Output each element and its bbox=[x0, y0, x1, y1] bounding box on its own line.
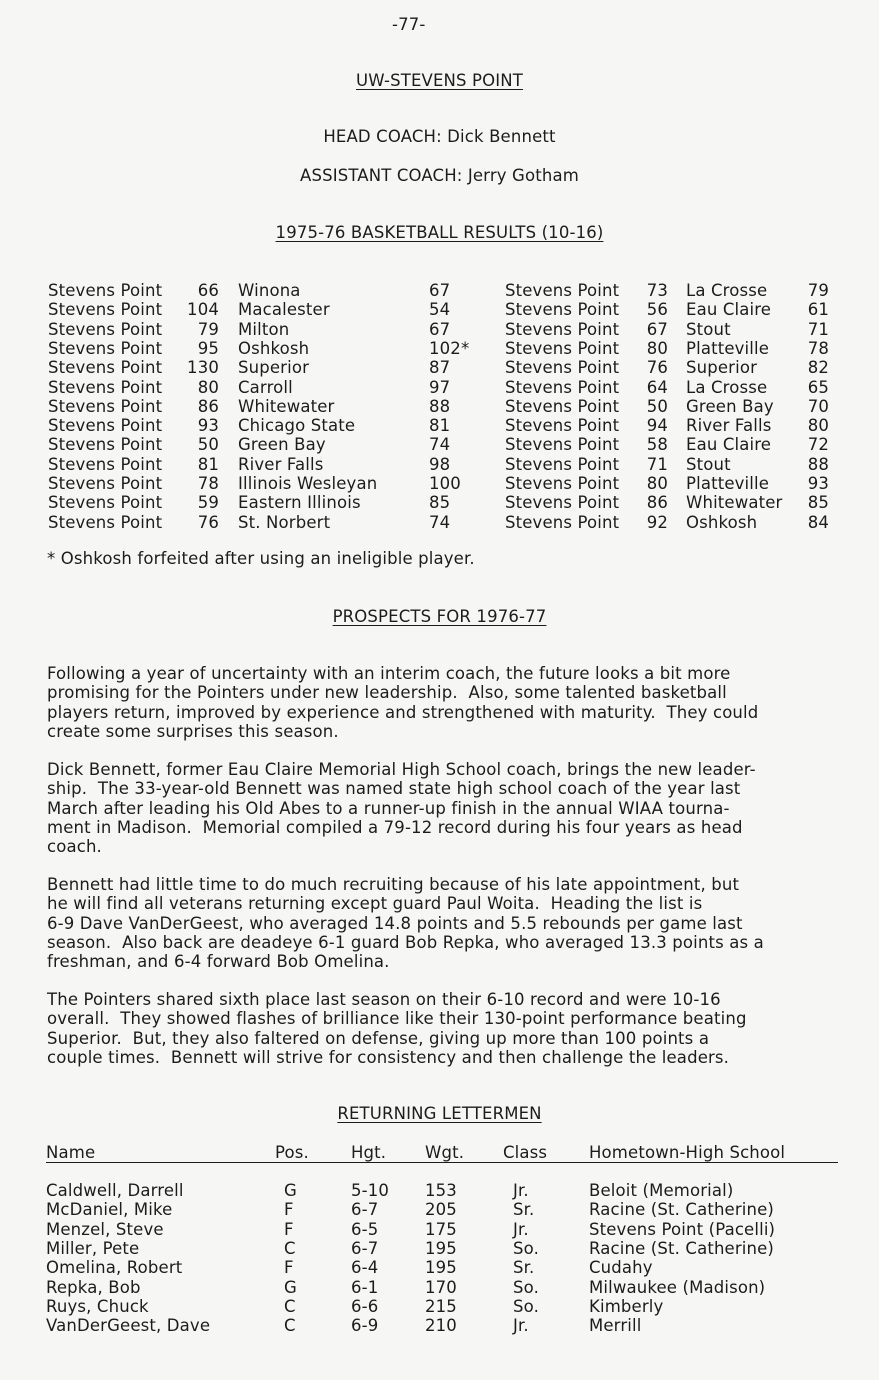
paragraph-line: couple times. Bennett will strive for consistency and then challenge the leaders. bbox=[47, 1047, 730, 1067]
team-score: 50 bbox=[646, 396, 668, 416]
player-name: McDaniel, Mike bbox=[46, 1200, 173, 1220]
team-score: 50 bbox=[197, 435, 219, 455]
team-name: Stevens Point bbox=[48, 377, 163, 397]
team-score: 78 bbox=[197, 474, 219, 493]
team-score: 73 bbox=[646, 281, 668, 300]
team-name: Stevens Point bbox=[48, 396, 163, 416]
opponent-name: River Falls bbox=[238, 454, 324, 474]
result-row bbox=[0, 320, 879, 339]
team-name: Stevens Point bbox=[48, 300, 163, 320]
player-class: So. bbox=[513, 1277, 539, 1297]
opponent-name: St. Norbert bbox=[238, 512, 331, 532]
team-name: Stevens Point bbox=[505, 474, 620, 493]
opponent-score: 61 bbox=[807, 300, 829, 320]
letterman-row bbox=[0, 1239, 879, 1258]
paragraph-line: 6-9 Dave VanDerGeest, who averaged 14.8 points and 5.5 rebounds per game last bbox=[47, 913, 743, 933]
results-title: 1975-76 BASKETBALL RESULTS (10-16) bbox=[275, 223, 604, 242]
opponent-score: 84 bbox=[807, 512, 829, 532]
team-name: Stevens Point bbox=[48, 281, 163, 300]
team-name: Stevens Point bbox=[505, 416, 620, 436]
team-score: 59 bbox=[197, 493, 219, 513]
opponent-name: Chicago State bbox=[238, 416, 356, 436]
paragraph-3 bbox=[47, 875, 847, 971]
player-position: G bbox=[284, 1277, 297, 1297]
player-weight: 215 bbox=[425, 1296, 457, 1316]
team-name: Stevens Point bbox=[505, 338, 620, 358]
team-score: 76 bbox=[197, 512, 219, 532]
opponent-score: 67 bbox=[429, 319, 451, 339]
team-score: 79 bbox=[197, 319, 219, 339]
paragraph-line: coach. bbox=[47, 837, 102, 857]
opponent-score: 88 bbox=[429, 396, 451, 416]
result-row bbox=[0, 300, 879, 319]
opponent-name: Illinois Wesleyan bbox=[238, 474, 378, 493]
paragraph-line: overall. They showed flashes of brilliance like their 130-point performance beating bbox=[47, 1009, 747, 1029]
page-number: -77- bbox=[392, 15, 426, 34]
player-position: C bbox=[284, 1316, 296, 1336]
player-height: 5-10 bbox=[351, 1181, 390, 1200]
player-position: F bbox=[284, 1258, 294, 1278]
opponent-name: Whitewater bbox=[686, 493, 783, 513]
letterman-row bbox=[0, 1316, 879, 1335]
school-title: UW-STEVENS POINT bbox=[355, 71, 524, 90]
player-hometown: Racine (St. Catherine) bbox=[589, 1200, 775, 1220]
opponent-name: Winona bbox=[238, 281, 301, 300]
prospects-title: PROSPECTS FOR 1976-77 bbox=[332, 607, 547, 626]
assistant-coach: ASSISTANT COACH: Jerry Gotham bbox=[300, 166, 579, 185]
player-position: F bbox=[284, 1219, 294, 1239]
team-score: 86 bbox=[197, 396, 219, 416]
team-name: Stevens Point bbox=[505, 358, 620, 378]
result-row bbox=[0, 435, 879, 454]
opponent-name: Milton bbox=[238, 319, 290, 339]
paragraph-line: create some surprises this season. bbox=[47, 721, 339, 741]
opponent-score: 74 bbox=[429, 512, 451, 532]
paragraph-line: promising for the Pointers under new leadership. Also, some talented basketball bbox=[47, 683, 727, 703]
letterman-row bbox=[0, 1220, 879, 1239]
opponent-name: Eau Claire bbox=[686, 435, 772, 455]
opponent-score: 85 bbox=[429, 493, 451, 513]
opponent-score: 74 bbox=[429, 435, 451, 455]
player-weight: 170 bbox=[425, 1277, 457, 1297]
paragraph-line: ment in Madison. Memorial compiled a 79-12 record during his four years as head bbox=[47, 817, 743, 837]
player-hometown: Merrill bbox=[589, 1316, 642, 1336]
result-row bbox=[0, 281, 879, 300]
opponent-name: Platteville bbox=[686, 474, 770, 493]
header-hgt: Hgt. bbox=[351, 1143, 387, 1162]
result-row bbox=[0, 416, 879, 435]
opponent-name: Oshkosh bbox=[686, 512, 758, 532]
header-pos: Pos. bbox=[275, 1143, 309, 1162]
opponent-score: 67 bbox=[429, 281, 451, 300]
player-name: Miller, Pete bbox=[46, 1238, 140, 1258]
team-score: 104 bbox=[187, 300, 219, 320]
opponent-name: Whitewater bbox=[238, 396, 335, 416]
team-score: 64 bbox=[646, 377, 668, 397]
opponent-name: Stout bbox=[686, 319, 731, 339]
paragraph-line: Following a year of uncertainty with an interim coach, the future looks a bit more bbox=[47, 664, 731, 683]
player-class: Sr. bbox=[513, 1200, 535, 1220]
header-class: Class bbox=[503, 1143, 548, 1162]
opponent-name: Eastern Illinois bbox=[238, 493, 361, 513]
player-class: Jr. bbox=[513, 1316, 529, 1336]
team-name: Stevens Point bbox=[505, 319, 620, 339]
team-name: Stevens Point bbox=[505, 281, 620, 300]
paragraph-line: players return, improved by experience and strengthened with maturity. They could bbox=[47, 702, 759, 722]
team-name: Stevens Point bbox=[505, 493, 620, 513]
player-hometown: Racine (St. Catherine) bbox=[589, 1238, 775, 1258]
header-hometown: Hometown-High School bbox=[589, 1143, 786, 1162]
player-hometown: Stevens Point (Pacelli) bbox=[589, 1219, 776, 1239]
team-name: Stevens Point bbox=[48, 454, 163, 474]
team-name: Stevens Point bbox=[505, 396, 620, 416]
opponent-score: 71 bbox=[807, 319, 829, 339]
team-name: Stevens Point bbox=[505, 300, 620, 320]
paragraph-line: Bennett had little time to do much recruiting because of his late appointment, but bbox=[47, 875, 740, 894]
team-score: 56 bbox=[646, 300, 668, 320]
opponent-name: Eau Claire bbox=[686, 300, 772, 320]
team-name: Stevens Point bbox=[48, 512, 163, 532]
player-weight: 195 bbox=[425, 1238, 457, 1258]
team-name: Stevens Point bbox=[505, 435, 620, 455]
head-coach: HEAD COACH: Dick Bennett bbox=[323, 127, 556, 146]
team-score: 58 bbox=[646, 435, 668, 455]
player-hometown: Beloit (Memorial) bbox=[589, 1181, 734, 1200]
opponent-name: La Crosse bbox=[686, 281, 768, 300]
player-position: G bbox=[284, 1181, 297, 1200]
team-name: Stevens Point bbox=[505, 377, 620, 397]
player-weight: 205 bbox=[425, 1200, 457, 1220]
opponent-name: Green Bay bbox=[686, 396, 774, 416]
player-name: VanDerGeest, Dave bbox=[46, 1316, 211, 1336]
paragraph-line: The Pointers shared sixth place last season on their 6-10 record and were 10-16 bbox=[47, 990, 721, 1009]
paragraph-line: freshman, and 6-4 forward Bob Omelina. bbox=[47, 952, 390, 972]
letterman-row bbox=[0, 1258, 879, 1277]
player-position: F bbox=[284, 1200, 294, 1220]
opponent-score: 79 bbox=[807, 281, 829, 300]
team-score: 95 bbox=[197, 338, 219, 358]
player-weight: 175 bbox=[425, 1219, 457, 1239]
paragraph-line: ship. The 33-year-old Bennett was named state high school coach of the year last bbox=[47, 779, 741, 799]
opponent-score: 65 bbox=[807, 377, 829, 397]
team-name: Stevens Point bbox=[505, 512, 620, 532]
player-weight: 210 bbox=[425, 1316, 457, 1336]
result-row bbox=[0, 493, 879, 512]
team-name: Stevens Point bbox=[48, 338, 163, 358]
team-score: 92 bbox=[646, 512, 668, 532]
player-name: Caldwell, Darrell bbox=[46, 1181, 184, 1200]
team-score: 80 bbox=[646, 474, 668, 493]
team-score: 93 bbox=[197, 416, 219, 436]
paragraph-2 bbox=[47, 760, 847, 856]
opponent-score: 100 bbox=[429, 474, 461, 493]
opponent-name: La Crosse bbox=[686, 377, 768, 397]
player-class: So. bbox=[513, 1296, 539, 1316]
paragraph-line: Superior. But, they also faltered on defense, giving up more than 100 points a bbox=[47, 1028, 710, 1048]
letterman-row bbox=[0, 1200, 879, 1219]
player-height: 6-7 bbox=[351, 1200, 379, 1220]
opponent-score: 70 bbox=[807, 396, 829, 416]
footnote: * Oshkosh forfeited after using an ineligible player. bbox=[47, 549, 475, 568]
opponent-score: 98 bbox=[429, 454, 451, 474]
opponent-score: 78 bbox=[807, 338, 829, 358]
paragraph-1 bbox=[47, 664, 847, 741]
team-score: 86 bbox=[646, 493, 668, 513]
opponent-score: 54 bbox=[429, 300, 451, 320]
team-score: 130 bbox=[187, 358, 219, 378]
opponent-name: Macalester bbox=[238, 300, 330, 320]
opponent-name: Green Bay bbox=[238, 435, 326, 455]
team-score: 76 bbox=[646, 358, 668, 378]
paragraph-line: he will find all veterans returning except guard Paul Woita. Heading the list is bbox=[47, 894, 703, 914]
paragraph-line: Dick Bennett, former Eau Claire Memorial High School coach, brings the new leader- bbox=[47, 760, 756, 779]
player-height: 6-7 bbox=[351, 1238, 379, 1258]
letterman-row bbox=[0, 1297, 879, 1316]
opponent-name: Stout bbox=[686, 454, 731, 474]
header-name: Name bbox=[46, 1143, 96, 1162]
header-wgt: Wgt. bbox=[425, 1143, 465, 1162]
opponent-score: 80 bbox=[807, 416, 829, 436]
opponent-score: 72 bbox=[807, 435, 829, 455]
opponent-score: 87 bbox=[429, 358, 451, 378]
opponent-name: Superior bbox=[238, 358, 310, 378]
team-name: Stevens Point bbox=[48, 493, 163, 513]
team-score: 81 bbox=[197, 454, 219, 474]
team-score: 80 bbox=[646, 338, 668, 358]
team-score: 80 bbox=[197, 377, 219, 397]
team-score: 67 bbox=[646, 319, 668, 339]
player-hometown: Cudahy bbox=[589, 1258, 653, 1278]
team-score: 71 bbox=[646, 454, 668, 474]
letterman-row bbox=[0, 1278, 879, 1297]
opponent-score: 82 bbox=[807, 358, 829, 378]
opponent-name: Carroll bbox=[238, 377, 293, 397]
opponent-score: 88 bbox=[807, 454, 829, 474]
paragraph-line: season. Also back are deadeye 6-1 guard Bob Repka, who averaged 13.3 points as a bbox=[47, 932, 764, 952]
player-height: 6-6 bbox=[351, 1296, 379, 1316]
player-weight: 153 bbox=[425, 1181, 457, 1200]
result-row bbox=[0, 397, 879, 416]
player-name: Ruys, Chuck bbox=[46, 1296, 149, 1316]
player-hometown: Kimberly bbox=[589, 1296, 664, 1316]
player-position: C bbox=[284, 1238, 296, 1258]
opponent-score: 81 bbox=[429, 416, 451, 436]
player-class: So. bbox=[513, 1238, 539, 1258]
team-name: Stevens Point bbox=[48, 474, 163, 493]
team-name: Stevens Point bbox=[505, 454, 620, 474]
player-name: Omelina, Robert bbox=[46, 1258, 183, 1278]
team-name: Stevens Point bbox=[48, 358, 163, 378]
player-position: C bbox=[284, 1296, 296, 1316]
opponent-score: 93 bbox=[807, 474, 829, 493]
result-row bbox=[0, 474, 879, 493]
player-name: Menzel, Steve bbox=[46, 1219, 164, 1239]
team-name: Stevens Point bbox=[48, 319, 163, 339]
team-name: Stevens Point bbox=[48, 435, 163, 455]
letterman-row bbox=[0, 1181, 879, 1200]
player-name: Repka, Bob bbox=[46, 1277, 141, 1297]
opponent-score: 85 bbox=[807, 493, 829, 513]
result-row bbox=[0, 513, 879, 532]
player-weight: 195 bbox=[425, 1258, 457, 1278]
header-rule bbox=[46, 1162, 838, 1163]
player-height: 6-4 bbox=[351, 1258, 379, 1278]
team-name: Stevens Point bbox=[48, 416, 163, 436]
player-class: Jr. bbox=[513, 1181, 529, 1200]
opponent-name: Platteville bbox=[686, 338, 770, 358]
paragraph-line: March after leading his Old Abes to a runner-up finish in the annual WIAA tourna- bbox=[47, 798, 730, 818]
paragraph-4 bbox=[47, 990, 847, 1067]
team-score: 66 bbox=[197, 281, 219, 300]
opponent-score: 102* bbox=[429, 338, 470, 358]
opponent-score: 97 bbox=[429, 377, 451, 397]
result-row bbox=[0, 339, 879, 358]
player-hometown: Milwaukee (Madison) bbox=[589, 1277, 766, 1297]
opponent-name: River Falls bbox=[686, 416, 772, 436]
lettermen-title: RETURNING LETTERMEN bbox=[337, 1104, 542, 1123]
player-height: 6-1 bbox=[351, 1277, 379, 1297]
result-row bbox=[0, 455, 879, 474]
team-score: 94 bbox=[646, 416, 668, 436]
result-row bbox=[0, 378, 879, 397]
opponent-name: Oshkosh bbox=[238, 338, 310, 358]
player-height: 6-9 bbox=[351, 1316, 379, 1336]
player-height: 6-5 bbox=[351, 1219, 379, 1239]
opponent-name: Superior bbox=[686, 358, 758, 378]
player-class: Sr. bbox=[513, 1258, 535, 1278]
result-row bbox=[0, 358, 879, 377]
player-class: Jr. bbox=[513, 1219, 529, 1239]
